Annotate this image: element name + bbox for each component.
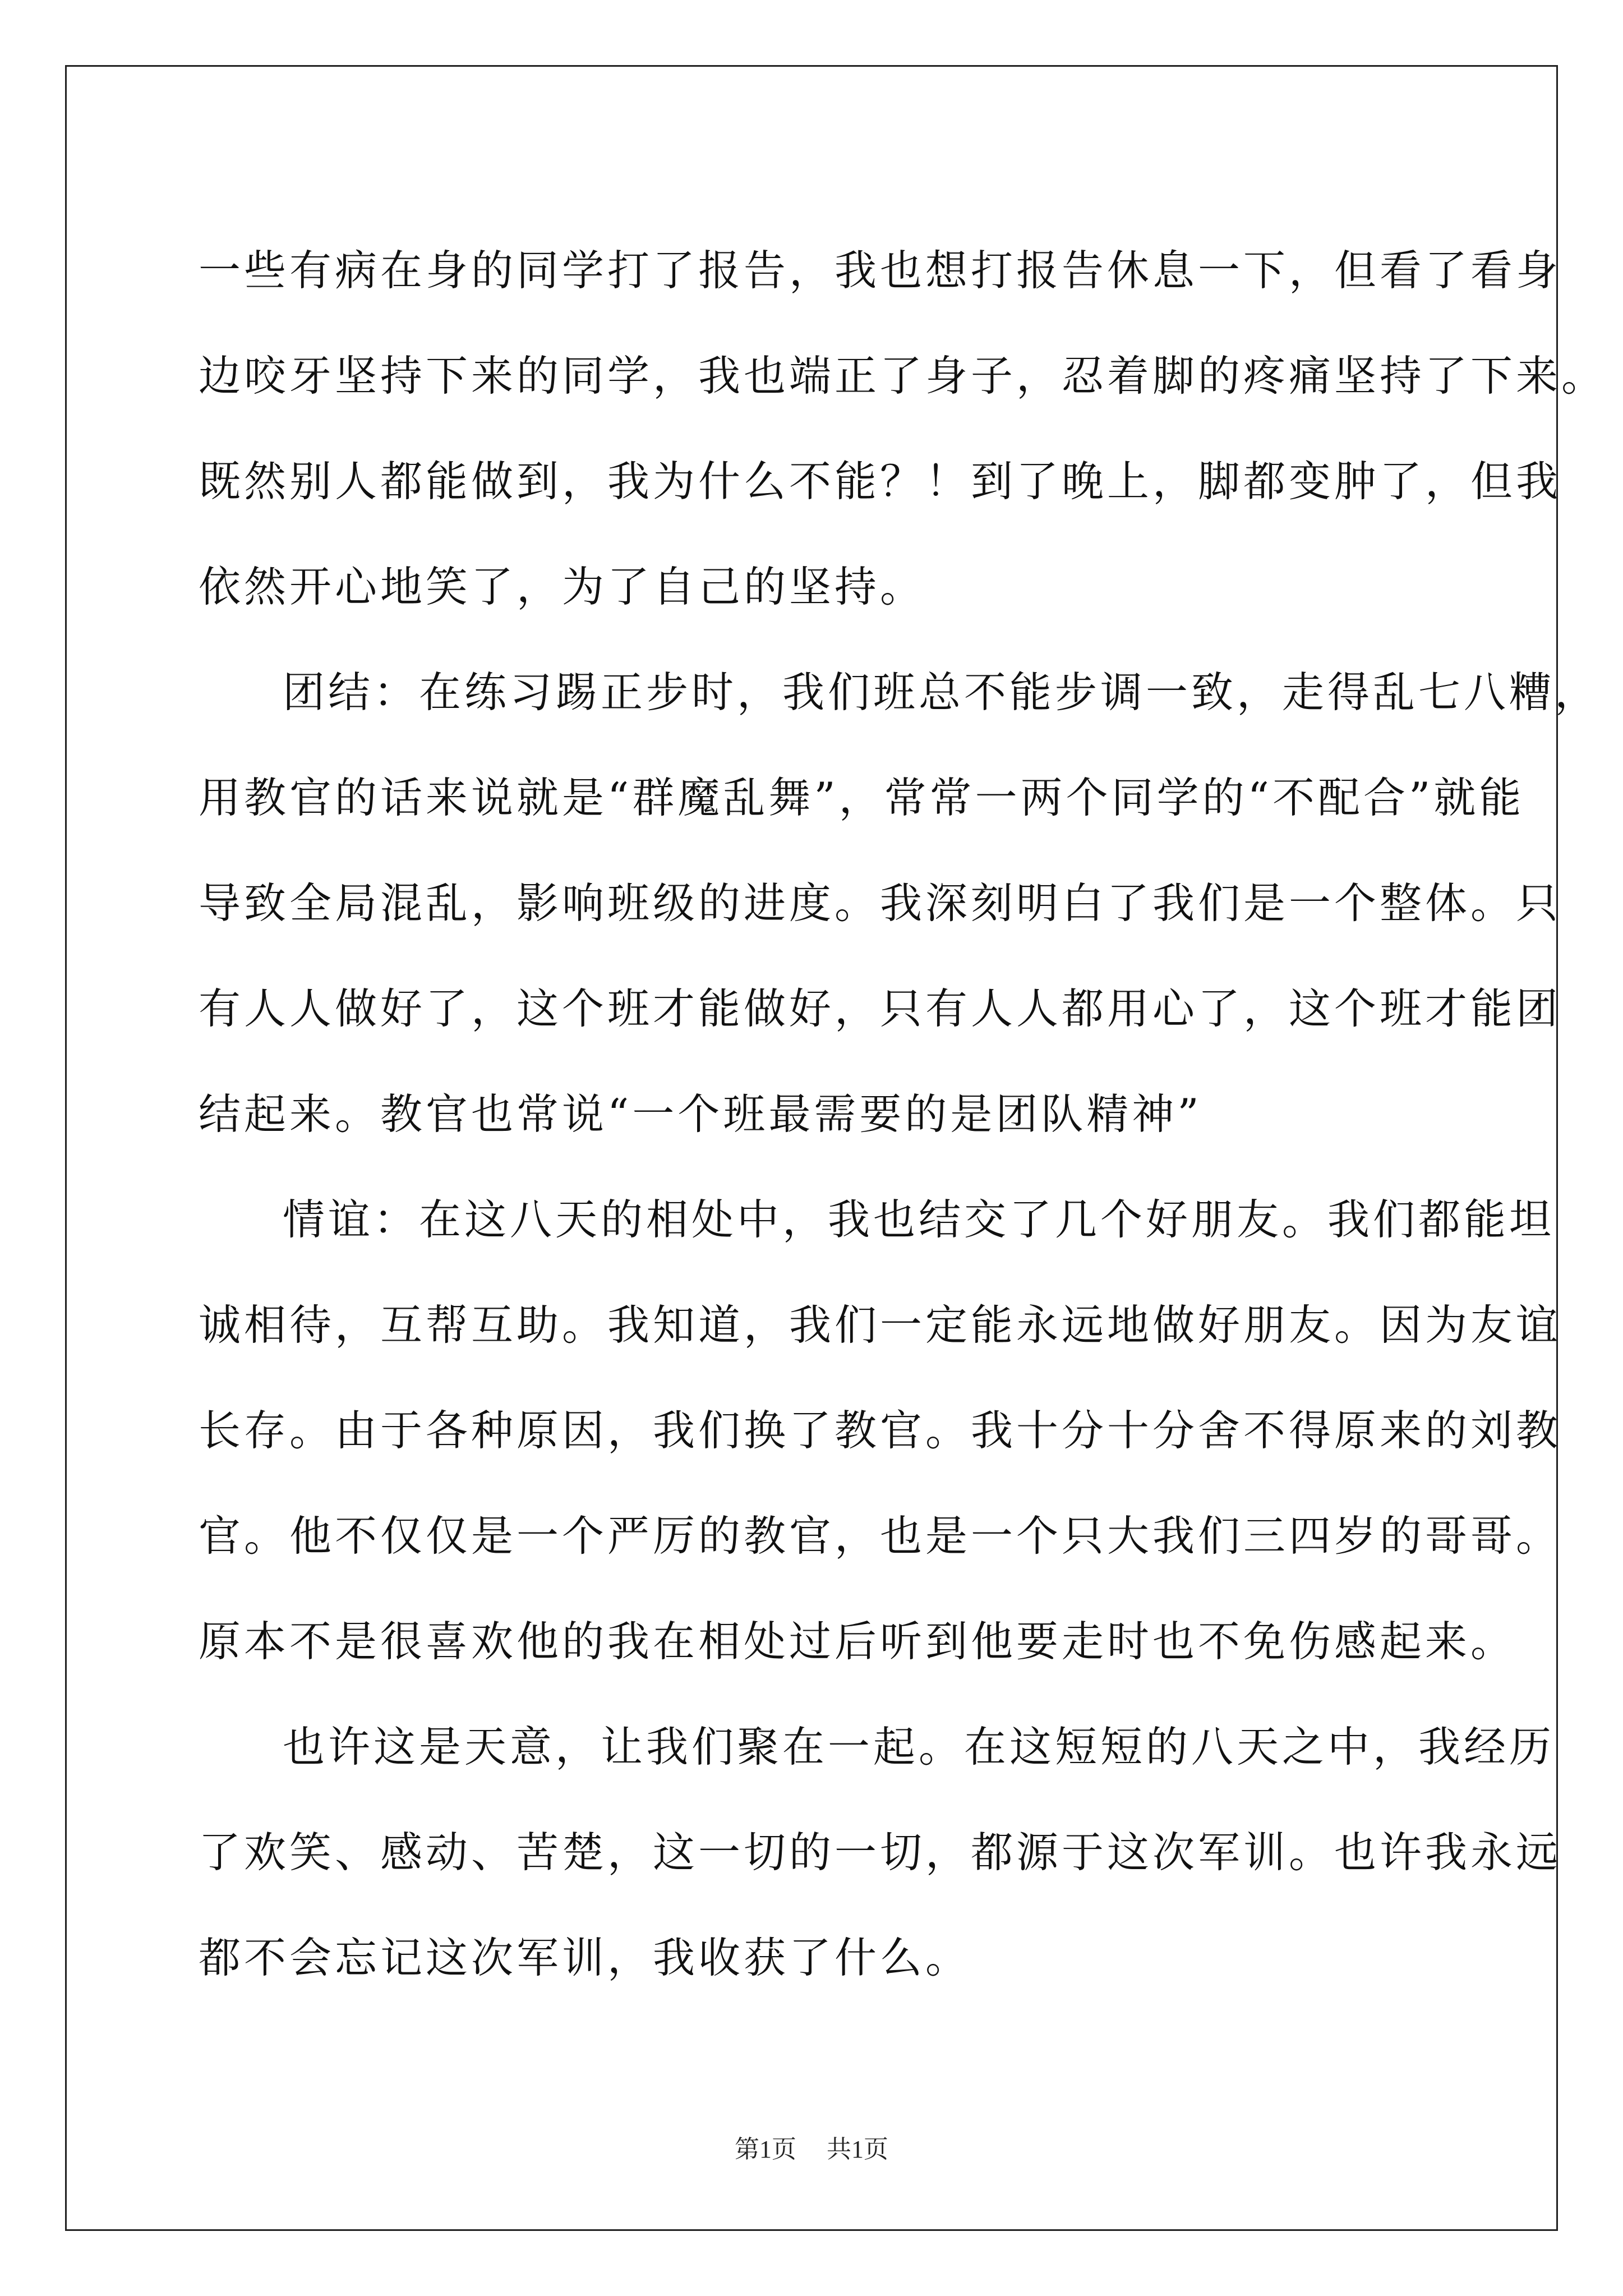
text-line: 边咬牙坚持下来的同学，我也端正了身子，忍着脚的疼痛坚持了下来。 (199, 351, 1607, 401)
page-number: 第1页 (735, 2136, 796, 2163)
text-line: 了欢笑、感动、苦楚，这一切的一切，都源于这次军训。也许我永远 (199, 1828, 1562, 1877)
paragraph (199, 1167, 1562, 1694)
paragraph (199, 218, 1607, 639)
page-total: 共1页 (827, 2136, 888, 2163)
text-line: 结起来。教官也常说“一个班最需要的是团队精神” (199, 1089, 1202, 1139)
text-line: 有人人做好了，这个班才能做好，只有人人都用心了，这个班才能团 (199, 984, 1562, 1033)
text-line: 一些有病在身的同学打了报告，我也想打报告休息一下，但看了看身 (199, 246, 1562, 295)
text-line: 诚相待，互帮互助。我知道，我们一定能永远地做好朋友。因为友谊 (199, 1300, 1562, 1350)
text-line: 也许这是天意，让我们聚在一起。在这短短的八天之中，我经历 (283, 1722, 1555, 1772)
paragraph (199, 639, 1601, 1167)
text-line: 都不会忘记这次军训，我收获了什么。 (199, 1933, 971, 1982)
text-line: 用教官的话来说就是“群魔乱舞”，常常一两个同学的“不配合”就能 (199, 773, 1525, 822)
text-line: 长存。由于各种原因，我们换了教官。我十分十分舍不得原来的刘教 (199, 1406, 1562, 1455)
paragraph (199, 1694, 1562, 2010)
text-line: 情谊：在这八天的相处中，我也结交了几个好朋友。我们都能坦 (283, 1195, 1555, 1244)
text-line: 官。他不仅仅是一个严厉的教官，也是一个只大我们三四岁的哥哥。 (199, 1511, 1562, 1561)
text-line: 依然开心地笑了，为了自己的坚持。 (199, 562, 926, 611)
text-line: 既然别人都能做到，我为什么不能？！到了晚上，脚都变肿了，但我 (199, 457, 1562, 506)
text-line: 原本不是很喜欢他的我在相处过后听到他要走时也不免伤感起来。 (199, 1617, 1516, 1666)
page-footer (0, 2129, 1623, 2165)
text-line: 团结：在练习踢正步时，我们班总不能步调一致，走得乱七八糟， (283, 668, 1601, 717)
document-body (199, 218, 1607, 2010)
text-line: 导致全局混乱，影响班级的进度。我深刻明白了我们是一个整体。只 (199, 878, 1562, 928)
